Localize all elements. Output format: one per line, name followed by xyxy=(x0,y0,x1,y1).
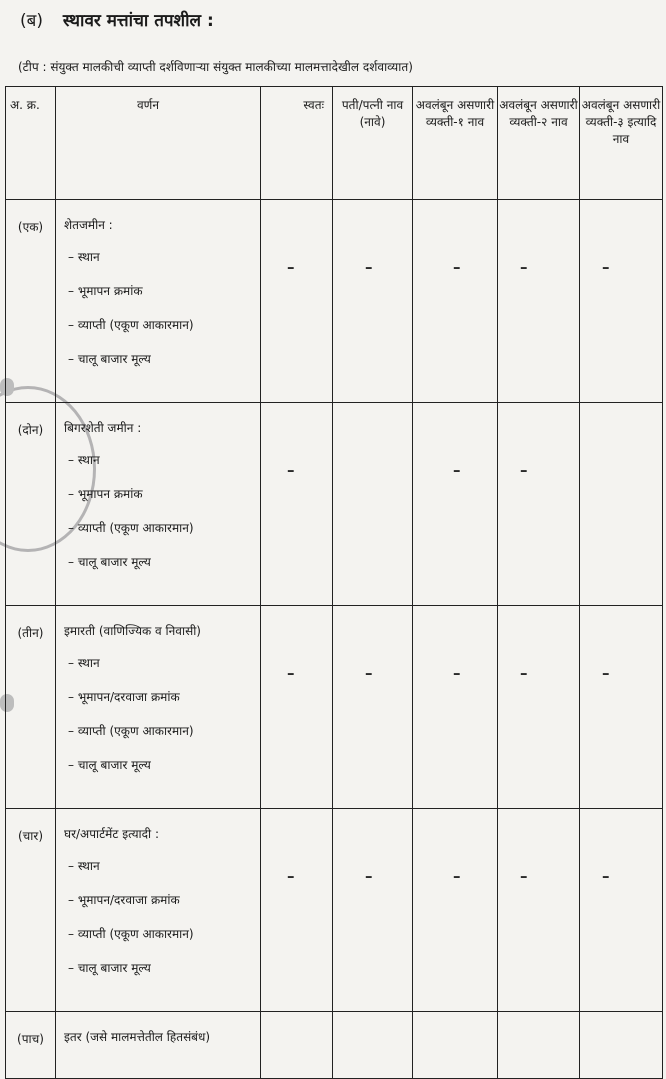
row-description xyxy=(56,809,261,1012)
header-dependent-1: अवलंबून असणारी व्यक्ती-१ नाव xyxy=(413,87,498,200)
row-value-cell xyxy=(261,606,333,809)
header-dependent-2: अवलंबून असणारी व्यक्ती-२ नाव xyxy=(498,87,580,200)
value-entry: – xyxy=(602,664,610,682)
row-value-cell xyxy=(261,1012,333,1079)
row-sr-no: (दोन) xyxy=(6,403,56,606)
row-sub-item: – स्थान xyxy=(68,453,100,467)
row-sr-no: (एक) xyxy=(6,200,56,403)
value-entry: – xyxy=(453,258,461,276)
row-value-cell xyxy=(580,1012,663,1079)
table-row xyxy=(6,1012,663,1079)
row-sr-no: (तीन) xyxy=(6,606,56,809)
row-value-cell xyxy=(498,606,580,809)
row-value-cell xyxy=(333,403,413,606)
value-entry: – xyxy=(287,867,295,885)
row-sub-item: – चालू बाजार मूल्य xyxy=(68,758,151,772)
row-value-cell xyxy=(498,1012,580,1079)
row-description xyxy=(56,1012,261,1079)
row-value-cell xyxy=(413,403,498,606)
row-value-cell xyxy=(261,403,333,606)
value-entry: – xyxy=(453,867,461,885)
table-row xyxy=(6,200,663,403)
row-sub-item: – चालू बाजार मूल्य xyxy=(68,352,151,366)
row-value-cell xyxy=(580,606,663,809)
row-sub-item: – स्थान xyxy=(68,250,100,264)
row-sub-item: – भूमापन/दरवाजा क्रमांक xyxy=(68,690,180,704)
value-entry: – xyxy=(453,664,461,682)
row-sub-item: – व्याप्ती (एकूण आकारमान) xyxy=(68,521,194,535)
value-entry: – xyxy=(365,258,373,276)
row-value-cell xyxy=(580,200,663,403)
row-title: बिगरशेती जमीन : xyxy=(64,421,142,435)
row-value-cell xyxy=(580,403,663,606)
row-value-cell xyxy=(333,1012,413,1079)
row-value-cell xyxy=(413,200,498,403)
header-spouse: पती/पत्नी नाव (नावे) xyxy=(333,87,413,200)
value-entry: – xyxy=(602,867,610,885)
row-sub-item: – व्याप्ती (एकूण आकारमान) xyxy=(68,927,194,941)
section-note: (टीप : संयुक्त मालकीची व्याप्ती दर्शविणाऱ्या संयुक्त मालकीच्या मालमत्तादेखील दर्शवाव्यात) xyxy=(18,60,413,74)
row-value-cell xyxy=(413,809,498,1012)
section-heading xyxy=(20,8,214,31)
value-entry: – xyxy=(287,461,295,479)
row-description xyxy=(56,606,261,809)
table-row xyxy=(6,403,663,606)
row-value-cell xyxy=(333,200,413,403)
section-title: स्थावर मत्तांचा तपशील : xyxy=(62,11,214,31)
row-value-cell xyxy=(498,200,580,403)
table-row xyxy=(6,809,663,1012)
value-entry: – xyxy=(520,867,528,885)
row-value-cell xyxy=(261,809,333,1012)
row-sub-item: – भूमापन क्रमांक xyxy=(68,284,143,298)
row-sub-item: – चालू बाजार मूल्य xyxy=(68,961,151,975)
row-value-cell xyxy=(261,200,333,403)
row-title: इतर (जसे मालमत्तेतील हितसंबंध) xyxy=(64,1030,211,1044)
value-entry: – xyxy=(365,867,373,885)
row-sub-item: – व्याप्ती (एकूण आकारमान) xyxy=(68,318,194,332)
value-entry: – xyxy=(453,461,461,479)
row-value-cell xyxy=(333,809,413,1012)
section-marker: (ब) xyxy=(20,11,43,31)
header-dependent-3: अवलंबून असणारी व्यक्ती-३ इत्यादि नाव xyxy=(580,87,663,200)
table-header-row xyxy=(6,87,663,200)
row-title: घर/अपार्टमेंट इत्यादी : xyxy=(64,827,159,841)
value-entry: – xyxy=(520,664,528,682)
row-description xyxy=(56,403,261,606)
row-title: इमारती (वाणिज्यिक व निवासी) xyxy=(64,624,201,638)
row-description xyxy=(56,200,261,403)
row-sub-item: – चालू बाजार मूल्य xyxy=(68,555,151,569)
header-self: स्वतः xyxy=(261,87,333,200)
row-value-cell xyxy=(580,809,663,1012)
row-title: शेतजमीन : xyxy=(64,218,113,232)
row-sr-no: (पाच) xyxy=(6,1012,56,1079)
row-sub-item: – भूमापन/दरवाजा क्रमांक xyxy=(68,893,180,907)
header-sr-no: अ. क्र. xyxy=(6,87,56,200)
table-row xyxy=(6,606,663,809)
row-value-cell xyxy=(498,403,580,606)
value-entry: – xyxy=(287,664,295,682)
row-value-cell xyxy=(413,1012,498,1079)
header-description: वर्णन xyxy=(56,87,261,200)
row-sr-no: (चार) xyxy=(6,809,56,1012)
row-sub-item: – स्थान xyxy=(68,656,100,670)
row-sub-item: – व्याप्ती (एकूण आकारमान) xyxy=(68,724,194,738)
row-value-cell xyxy=(498,809,580,1012)
immovable-assets-table xyxy=(5,86,663,1079)
row-value-cell xyxy=(333,606,413,809)
value-entry: – xyxy=(287,258,295,276)
row-sub-item: – स्थान xyxy=(68,859,100,873)
value-entry: – xyxy=(365,664,373,682)
row-value-cell xyxy=(413,606,498,809)
value-entry: – xyxy=(520,461,528,479)
row-sub-item: – भूमापन क्रमांक xyxy=(68,487,143,501)
value-entry: – xyxy=(602,258,610,276)
value-entry: – xyxy=(520,258,528,276)
